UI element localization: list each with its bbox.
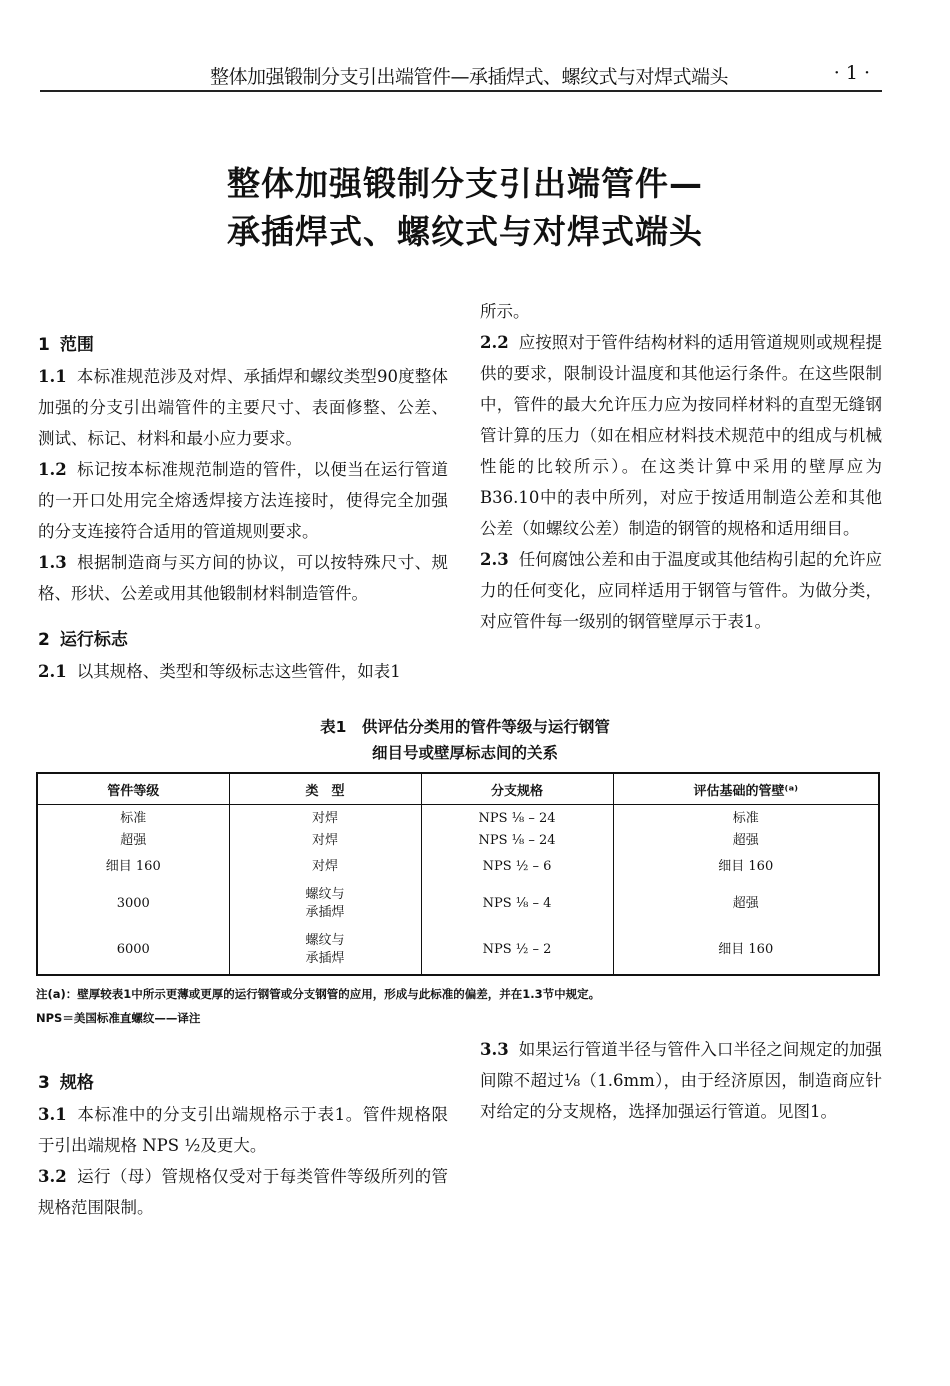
- table-note-a: 注(a)：壁厚较表1中所示更薄或更厚的运行钢管或分支钢管的应用，形成与此标准的偏差，并在1.3节中规定。: [36, 987, 601, 1001]
- table-row: [37, 927, 879, 975]
- table-cell: NPS ½ – 6: [421, 853, 613, 881]
- table-cell: 细目 160: [37, 853, 229, 881]
- table-row: [37, 881, 879, 927]
- table-cell: 螺纹与 承插焊: [229, 881, 421, 927]
- table-1-caption-line-1: 表1 供评估分类用的管件等级与运行钢管: [320, 718, 610, 736]
- lower-left-column: [38, 1064, 448, 1223]
- table-cell: 螺纹与 承插焊: [229, 927, 421, 975]
- table-cell: 超强: [732, 832, 759, 848]
- running-header: [40, 62, 882, 92]
- table-cell: 对焊: [229, 805, 421, 829]
- paragraph-3-1: 3.1 本标准中的分支引出端规格示于表1。管件规格限于引出端规格 NPS ½及更大。: [38, 1105, 448, 1155]
- paragraph-2-2: 2.2 应按照对于管件结构材料的适用管道规则或规程提供的要求，限制设计温度和其他运行条件。在这些限制中，管件的最大允许压力应为按同样材料的直型无缝钢管计算的压力（如在相应材料技术规范中的组成与机械性能的比较所示）。在这类计算中采用的壁厚应为B36.10中的表中所列，对应于按适用制造公差和其他公差（如螺纹公差）制造的钢管的规格和适用细目。: [480, 333, 882, 538]
- table-row: [37, 853, 879, 881]
- section-3-heading: 3 规格: [38, 1073, 94, 1093]
- column-header: 评估基础的管壁⁽ᵃ⁾: [613, 773, 879, 805]
- column-header: 管件等级: [37, 773, 229, 805]
- table-cell: NPS ⅛ – 24: [421, 805, 613, 829]
- section-2-heading: 2 运行标志: [38, 630, 128, 650]
- table-cell: 标准: [732, 810, 759, 826]
- table-cell: 细目 160: [718, 858, 774, 874]
- table-row: [37, 805, 879, 829]
- left-column: [38, 326, 448, 687]
- section-1-heading: 1 范围: [38, 335, 94, 355]
- column-header: 类 型: [229, 773, 421, 805]
- paragraph-1-3: 1.3 根据制造商与买方间的协议，可以按特殊尺寸、规格、形状、公差或用其他锻制材料制造管件。: [38, 553, 448, 603]
- table-1: [36, 772, 880, 976]
- table-cell: 对焊: [229, 829, 421, 853]
- table-row: [37, 829, 879, 853]
- paragraph-3-3: 3.3 如果运行管道半径与管件入口半径之间规定的加强间隙不超过⅛（1.6mm），由于经济原因，制造商应针对给定的分支规格，选择加强运行管道。见图1。: [480, 1040, 882, 1121]
- right-column: [480, 296, 882, 637]
- paragraph-1-1: 1.1 本标准规范涉及对焊、承插焊和螺纹类型90度整体加强的分支引出端管件的主要尺寸、表面修整、公差、测试、标记、材料和最小应力要求。: [38, 367, 448, 448]
- page-number: · 1 ·: [833, 62, 870, 84]
- table-header-row: [37, 773, 879, 805]
- column-header: 分支规格: [421, 773, 613, 805]
- table-cell: 3000: [37, 881, 229, 927]
- paragraph-1-2: 1.2 标记按本标准规范制造的管件，以便当在运行管道的一开口处用完全熔透焊接方法连接时，使得完全加强的分支连接符合适用的管道规则要求。: [38, 460, 448, 541]
- lower-right-column: [480, 1034, 882, 1127]
- table-note-nps: NPS＝美国标准直螺纹——译注: [36, 1011, 201, 1025]
- table-cell: 超强: [732, 895, 759, 911]
- table-cell: NPS ½ – 2: [421, 927, 613, 975]
- table-1-caption-line-2: 细目号或壁厚标志间的关系: [371, 744, 558, 762]
- document-title-line-1: 整体加强锻制分支引出端管件—: [227, 164, 703, 203]
- running-title: 整体加强锻制分支引出端管件—承插焊式、螺纹式与对焊式端头: [210, 66, 729, 88]
- paragraph-2-1: 2.1 以其规格、类型和等级标志这些管件，如表1: [38, 662, 401, 681]
- table-cell: 6000: [37, 927, 229, 975]
- table-cell: 超强: [37, 829, 229, 853]
- paragraph-3-2: 3.2 运行（母）管规格仅受对于每类管件等级所列的管规格范围限制。: [38, 1167, 448, 1217]
- table-cell: 对焊: [229, 853, 421, 881]
- table-cell: 标准: [37, 805, 229, 829]
- table-cell: NPS ⅛ – 4: [421, 881, 613, 927]
- table-cell: 细目 160: [718, 942, 774, 957]
- table-cell: NPS ⅛ – 24: [421, 829, 613, 853]
- document-title-line-2: 承插焊式、螺纹式与对焊式端头: [227, 212, 703, 251]
- paragraph-2-1-continued: 所示。: [480, 302, 530, 321]
- paragraph-2-3: 2.3 任何腐蚀公差和由于温度或其他结构引起的允许应力的任何变化，应同样适用于钢管与管件。为做分类，对应管件每一级别的钢管壁厚示于表1。: [480, 550, 882, 631]
